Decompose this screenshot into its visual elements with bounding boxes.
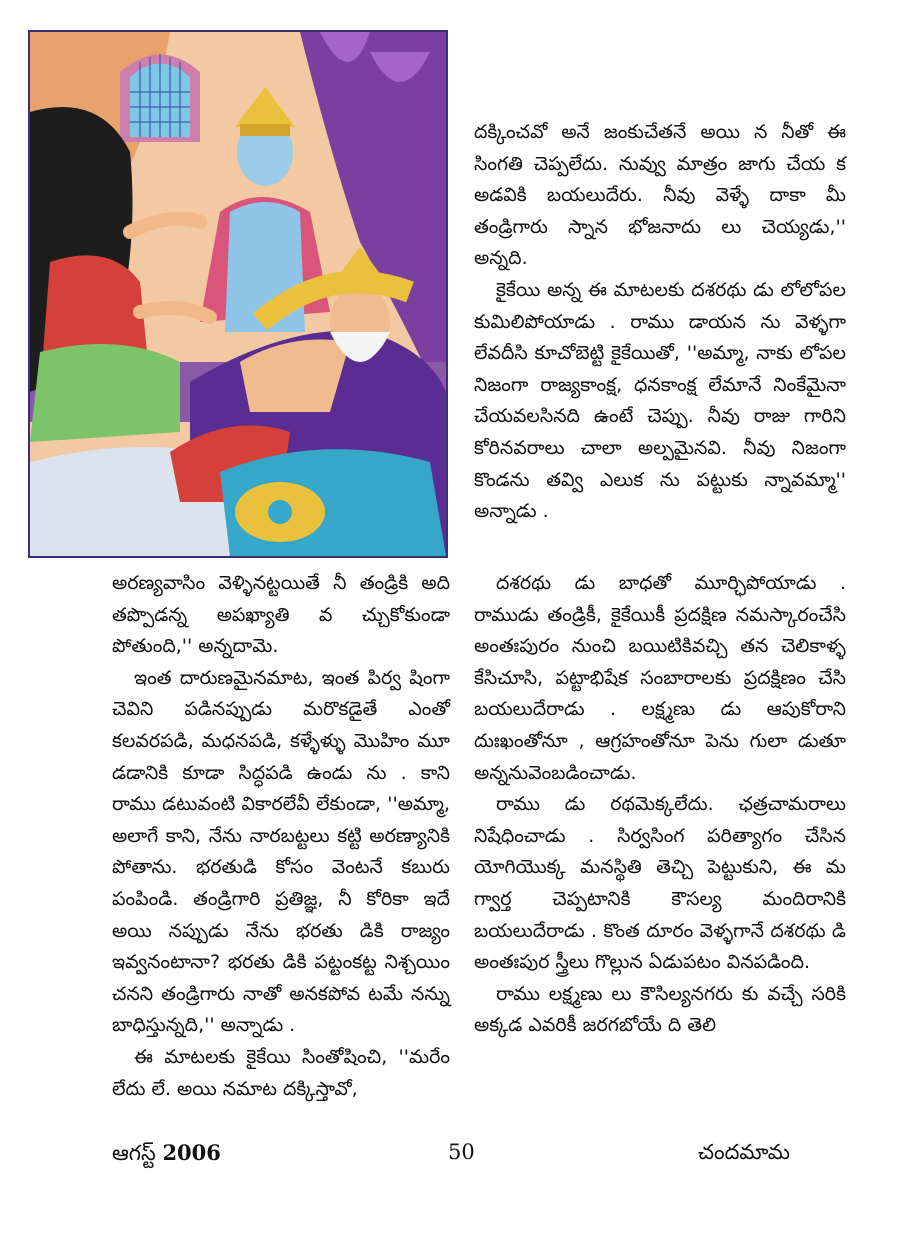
story-illustration <box>28 30 448 558</box>
paragraph: రాము లక్ష్మణు లు కౌసిల్యనగరు కు వచ్చే సరికి అక్కడ ఎవరికీ జరగబోయే ది తెలి <box>474 982 846 1037</box>
paragraph: కైకేయి అన్న ఈ మాటలకు దశరథు డు లోలోపల కుమిలిపోయాడు . రాము డాయన ను వెళ్ళగా లేవదీసి కూచోబెట్టి కైకేయితో, ''అమ్మా, నాకు లోపల నిజంగా రాజ్యకాంక్ష, ధనకాంక్ష లేమానే నింకేమైనా చేయవలసినది ఉంటే చెప్పు. నీవు రాజు గారిని కోరినవరాలు చాలా అల్పమైనవి. నీవు నిజంగా కొండను తవ్వి ఎలుక ను పట్టుకు న్నావమ్మా'' అన్నాడు . <box>474 278 846 523</box>
footer-year: 2006 <box>162 1140 221 1165</box>
page-number: 50 <box>448 1140 475 1164</box>
paragraph: రాము డు రథమెక్కలేదు. ఛత్రచామరాలు నిషేధించాడు . సిర్వసింగ పరిత్యాగం చేసిన యోగియొక్క మనస్థితి తెచ్చి పెట్టుకుని, ఈ మ గ్వార్త చెప్పటానికి కౌసల్య మందిరానికి బయలుదేరాడు . కొంత దూరం వెళ్ళగానే దశరథు డి అంతఃపుర స్త్రీలు గొల్లున ఏడుపటం వినపడింది. <box>474 793 846 974</box>
paragraph: ఈ మాటలకు కైకేయి సింతోషించి, ''మరేం లేదు లే. అయి నమాట దక్కిస్తావో, <box>112 1045 450 1100</box>
footer-month: ఆగస్ట్ <box>112 1141 156 1165</box>
text-column-right-top <box>474 117 846 528</box>
magazine-name: చందమామ <box>698 1140 790 1164</box>
text-column-left <box>112 568 450 1105</box>
paragraph: దశరథు డు బాధతో మూర్ఛిపోయాడు . రాముడు తండ్రికీ, కైకేయికీ ప్రదక్షిణ నమస్కారంచేసి అంతఃపురం నుంచి బయిటికివచ్చి తన చెలికాళ్ళ కేసిచూసి, పట్టాభిషేక సంబారాలకు ప్రదక్షిణం చేసి బయలుదేరాడు . లక్ష్మణు డు ఆపుకోరాని దుఃఖంతోనూ , ఆగ్రహంతోనూ పెను గులా డుతూ అన్ననువెంబడించాడు. <box>474 572 846 784</box>
paragraph: దక్కించవో అనే జంకుచేతనే అయి న నీతో ఈ సింగతి చెప్పలేదు. నువ్వు మాత్రం జాగు చేయ క అడవికి బయలుదేరు. నీవు వెళ్ళే దాకా మీ తండ్రిగారు స్నాన భోజనాదు లు చెయ్యడు,'' అన్నది. <box>474 121 846 270</box>
palace-window <box>120 54 200 142</box>
footer-date <box>112 1140 221 1171</box>
paragraph: అరణ్యవాసిం వెళ్ళినట్టయితే నీ తండ్రికి అది తప్పొడన్న అపఖ్యాతి వ చ్చుకోకుండా పోతుంది,'' అన్నదామె. <box>112 572 450 658</box>
paragraph: ఇంత దారుణమైనమాట, ఇంత పిర్వ షింగా చెవిని పడినప్పుడు మరొకడైతే ఎంతో కలవరపడి, మధనపడి, కళ్ళేళ్ళు మొహిం మూ డడానికి కూడా సిద్ధపడి ఉండు ను . కాని రాము డటువంటి వికారలేవీ లేకుండా, ''అమ్మా, అలాగే కాని, నేను నారబట్టలు కట్టి అరణ్యానికి పోతాను. భరతుడి కోసం వెంటనే కబురు పంపిండి. తండ్రిగారి ప్రతిజ్ఞ, నీ కోరికా ఇదే అయి నప్పుడు నేను భరతు డికి రాజ్యం ఇవ్వనంటానా? భరతు డికి పట్టంకట్ట నిశ్చయిం చనని తండ్రిగారు నాతో అనకపోవ టమే నన్ను బాధిస్తున్నది,'' అన్నాడు . <box>112 666 450 1037</box>
text-column-right-bottom <box>474 568 846 1042</box>
